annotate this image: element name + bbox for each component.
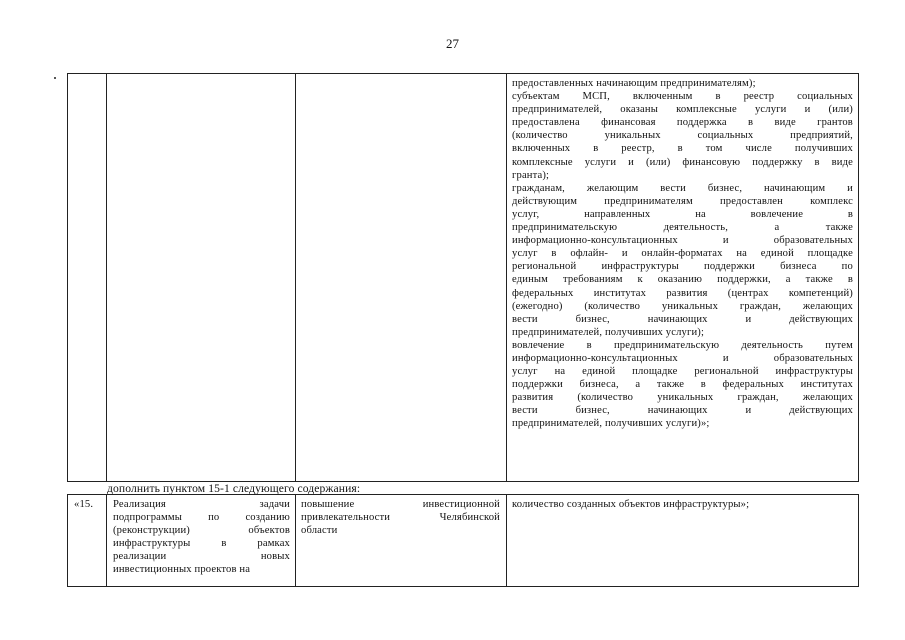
text-line: гранта); xyxy=(512,169,550,181)
indicators-cell xyxy=(512,77,853,431)
margin-mark xyxy=(54,77,56,79)
text-line: подпрограммы по созданию xyxy=(113,512,290,524)
text-line: (реконструкции) объектов xyxy=(113,525,290,537)
text-line: информационно-консультационных и образовательных xyxy=(512,235,853,247)
text-line: включенных в реестр, в том числе получивших xyxy=(512,143,853,155)
table-continuation xyxy=(67,73,859,482)
column-divider xyxy=(506,74,507,481)
text-line: поддержки бизнеса, а также в федеральных институтах xyxy=(512,379,853,391)
text-line: (ежегодно) (количество уникальных граждан, желающих xyxy=(512,300,853,312)
amendment-note: дополнить пунктом 15-1 следующего содержания: xyxy=(107,482,361,495)
text-line: региональной инфраструктуры поддержки бизнеса по xyxy=(512,261,853,273)
column-divider xyxy=(106,495,107,586)
text-line: предпринимателей, получивших услуги)»; xyxy=(512,418,710,430)
column-divider xyxy=(295,74,296,481)
item-number: «15. xyxy=(74,499,94,510)
table-new-item xyxy=(67,494,859,587)
text-line: единым требованиям к оказанию поддержки, а также в xyxy=(512,274,853,286)
text-line: предоставленных начинающим предпринимателям); xyxy=(512,78,756,89)
text-line: привлекательности Челябинской xyxy=(301,512,500,524)
text-line: услуг, направленных на вовлечение в xyxy=(512,208,853,220)
text-line: комплексные услуги и (или) финансовую поддержку в виде xyxy=(512,156,853,168)
text-line: количество созданных объектов инфраструктуры»; xyxy=(512,499,750,510)
text-line: федеральных институтах развития (центрах компетенций) xyxy=(512,287,853,299)
text-line: Реализация задачи xyxy=(113,499,290,510)
text-line: услуг в офлайн- и онлайн-форматах на единой площадке xyxy=(512,248,853,260)
text-line: реализации новых xyxy=(113,551,290,563)
text-line: повышение инвестиционной xyxy=(301,499,500,510)
page-number: 27 xyxy=(446,36,459,51)
text-line: предоставлена финансовая поддержка в виде грантов xyxy=(512,117,853,129)
text-line: действующим предпринимателям предоставлен комплекс xyxy=(512,195,853,207)
text-line: (количество уникальных социальных предприятий, xyxy=(512,130,853,142)
text-line: вести бизнес, начинающих и действующих xyxy=(512,405,853,417)
text-line: гражданам, желающим вести бизнес, начинающим и xyxy=(512,182,853,194)
text-line: услуг на единой площадке региональной инфраструктуры xyxy=(512,366,853,378)
column-divider xyxy=(506,495,507,586)
text-line: предпринимателей, оказаны комплексные услуги и (или) xyxy=(512,104,853,116)
text-line: инвестиционных проектов на xyxy=(113,564,251,576)
text-line: развития (количество уникальных граждан, желающих xyxy=(512,392,853,404)
text-line: информационно-консультационных и образовательных xyxy=(512,352,853,364)
text-line: области xyxy=(301,525,338,537)
task-cell xyxy=(113,498,290,577)
text-line: инфраструктуры в рамках xyxy=(113,538,290,550)
text-line: вовлечение в предпринимательскую деятельность путем xyxy=(512,339,853,351)
text-line: предпринимательскую деятельность, а также xyxy=(512,222,853,234)
column-divider xyxy=(295,495,296,586)
text-line: предпринимателей, получивших услуги); xyxy=(512,326,705,338)
text-line: вести бизнес, начинающих и действующих xyxy=(512,313,853,325)
goal-cell xyxy=(301,498,500,537)
column-divider xyxy=(106,74,107,481)
text-line: субъектам МСП, включенным в реестр социальных xyxy=(512,91,853,103)
indicator-cell xyxy=(512,498,853,511)
